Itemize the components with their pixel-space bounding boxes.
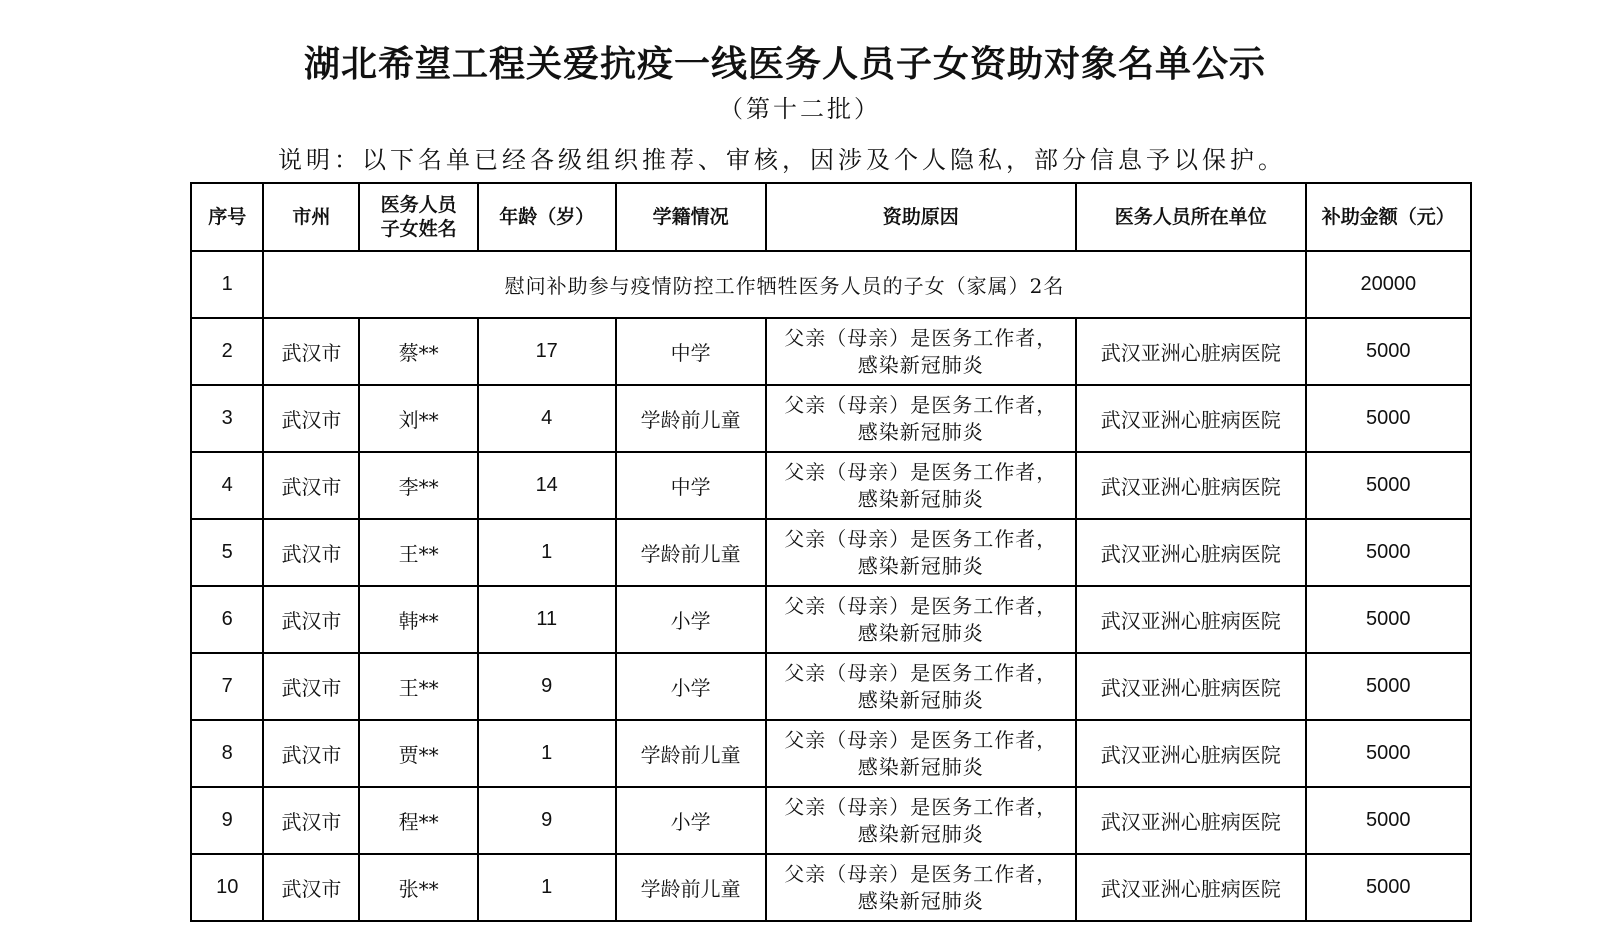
cell-unit: 武汉亚洲心脏病医院	[1076, 653, 1306, 720]
cell-city: 武汉市	[263, 452, 359, 519]
cell-reason	[766, 385, 1076, 452]
table-row-summary	[191, 251, 1471, 318]
cell-city: 武汉市	[263, 653, 359, 720]
cell-reason	[766, 787, 1076, 854]
cell-reason	[766, 854, 1076, 921]
table-row	[191, 586, 1471, 653]
cell-city: 武汉市	[263, 586, 359, 653]
table-body	[191, 251, 1471, 921]
header-amount: 补助金额（元）	[1306, 183, 1471, 251]
cell-seq: 6	[191, 586, 263, 653]
cell-seq: 2	[191, 318, 263, 385]
cell-school: 学龄前儿童	[616, 854, 766, 921]
cell-child-name: 蔡**	[359, 318, 477, 385]
cell-seq: 3	[191, 385, 263, 452]
cell-child-name: 韩**	[359, 586, 477, 653]
header-child-name	[359, 183, 477, 251]
cell-age: 14	[478, 452, 616, 519]
table-header	[191, 183, 1471, 251]
table-row	[191, 854, 1471, 921]
header-reason: 资助原因	[766, 183, 1076, 251]
cell-amount: 5000	[1306, 787, 1471, 854]
cell-seq: 4	[191, 452, 263, 519]
cell-child-name: 王**	[359, 653, 477, 720]
header-school: 学籍情况	[616, 183, 766, 251]
cell-amount: 5000	[1306, 854, 1471, 921]
cell-reason	[766, 586, 1076, 653]
cell-amount: 5000	[1306, 385, 1471, 452]
cell-unit: 武汉亚洲心脏病医院	[1076, 385, 1306, 452]
cell-amount: 5000	[1306, 318, 1471, 385]
cell-unit: 武汉亚洲心脏病医院	[1076, 452, 1306, 519]
reason-line1: 父亲（母亲）是医务工作者，	[784, 727, 1058, 752]
cell-school: 小学	[616, 787, 766, 854]
cell-child-name: 张**	[359, 854, 477, 921]
header-row	[191, 183, 1471, 251]
cell-school: 小学	[616, 653, 766, 720]
cell-child-name: 程**	[359, 787, 477, 854]
table-row	[191, 318, 1471, 385]
cell-age: 1	[478, 854, 616, 921]
cell-unit: 武汉亚洲心脏病医院	[1076, 586, 1306, 653]
cell-summary-description: 慰问补助参与疫情防控工作牺牲医务人员的子女（家属）2名	[263, 251, 1305, 318]
cell-city: 武汉市	[263, 787, 359, 854]
cell-city: 武汉市	[263, 720, 359, 787]
reason-line1: 父亲（母亲）是医务工作者，	[784, 660, 1058, 685]
cell-seq: 8	[191, 720, 263, 787]
cell-reason	[766, 653, 1076, 720]
table-row	[191, 787, 1471, 854]
reason-line1: 父亲（母亲）是医务工作者，	[784, 794, 1058, 819]
cell-unit: 武汉亚洲心脏病医院	[1076, 720, 1306, 787]
reason-line2: 感染新冠肺炎	[857, 486, 984, 511]
cell-age: 11	[478, 586, 616, 653]
cell-seq: 1	[191, 251, 263, 318]
cell-city: 武汉市	[263, 318, 359, 385]
cell-reason	[766, 720, 1076, 787]
recipient-table	[190, 182, 1472, 922]
cell-age: 1	[478, 720, 616, 787]
cell-reason	[766, 318, 1076, 385]
cell-amount: 5000	[1306, 720, 1471, 787]
cell-amount: 5000	[1306, 586, 1471, 653]
cell-seq: 5	[191, 519, 263, 586]
cell-city: 武汉市	[263, 519, 359, 586]
cell-child-name: 李**	[359, 452, 477, 519]
cell-unit: 武汉亚洲心脏病医院	[1076, 519, 1306, 586]
reason-line2: 感染新冠肺炎	[857, 553, 984, 578]
reason-line2: 感染新冠肺炎	[857, 754, 984, 779]
cell-city: 武汉市	[263, 385, 359, 452]
reason-line2: 感染新冠肺炎	[857, 687, 984, 712]
cell-unit: 武汉亚洲心脏病医院	[1076, 318, 1306, 385]
cell-school: 学龄前儿童	[616, 519, 766, 586]
table-row	[191, 385, 1471, 452]
header-child-name-line1: 医务人员	[380, 194, 457, 216]
cell-seq: 10	[191, 854, 263, 921]
cell-seq: 9	[191, 787, 263, 854]
reason-line2: 感染新冠肺炎	[857, 352, 984, 377]
cell-age: 4	[478, 385, 616, 452]
cell-age: 17	[478, 318, 616, 385]
cell-amount: 5000	[1306, 519, 1471, 586]
reason-line2: 感染新冠肺炎	[857, 419, 984, 444]
cell-child-name: 贾**	[359, 720, 477, 787]
header-city: 市州	[263, 183, 359, 251]
header-seq: 序号	[191, 183, 263, 251]
reason-line1: 父亲（母亲）是医务工作者，	[784, 861, 1058, 886]
cell-school: 学龄前儿童	[616, 385, 766, 452]
cell-reason	[766, 519, 1076, 586]
cell-school: 学龄前儿童	[616, 720, 766, 787]
cell-seq: 7	[191, 653, 263, 720]
cell-age: 1	[478, 519, 616, 586]
table-row	[191, 519, 1471, 586]
cell-amount: 5000	[1306, 452, 1471, 519]
cell-city: 武汉市	[263, 854, 359, 921]
reason-line1: 父亲（母亲）是医务工作者，	[784, 526, 1058, 551]
cell-school: 小学	[616, 586, 766, 653]
table-row	[191, 452, 1471, 519]
header-unit: 医务人员所在单位	[1076, 183, 1306, 251]
cell-unit: 武汉亚洲心脏病医院	[1076, 854, 1306, 921]
reason-line2: 感染新冠肺炎	[857, 821, 984, 846]
cell-school: 中学	[616, 452, 766, 519]
reason-line1: 父亲（母亲）是医务工作者，	[784, 459, 1058, 484]
header-age: 年龄（岁）	[478, 183, 616, 251]
reason-line2: 感染新冠肺炎	[857, 888, 984, 913]
table-row	[191, 653, 1471, 720]
header-child-name-line2: 子女姓名	[380, 218, 457, 240]
cell-reason	[766, 452, 1076, 519]
cell-age: 9	[478, 787, 616, 854]
description-note: 说明：以下名单已经各级组织推荐、审核，因涉及个人隐私，部分信息予以保护。	[278, 146, 1286, 174]
reason-line1: 父亲（母亲）是医务工作者，	[784, 325, 1058, 350]
batch-subtitle: （第十二批）	[719, 95, 881, 123]
cell-child-name: 刘**	[359, 385, 477, 452]
reason-line1: 父亲（母亲）是医务工作者，	[784, 392, 1058, 417]
cell-school: 中学	[616, 318, 766, 385]
cell-child-name: 王**	[359, 519, 477, 586]
reason-line2: 感染新冠肺炎	[857, 620, 984, 645]
table-row	[191, 720, 1471, 787]
cell-age: 9	[478, 653, 616, 720]
cell-unit: 武汉亚洲心脏病医院	[1076, 787, 1306, 854]
cell-amount: 5000	[1306, 653, 1471, 720]
reason-line1: 父亲（母亲）是医务工作者，	[784, 593, 1058, 618]
cell-amount: 20000	[1306, 251, 1471, 318]
page-title: 湖北希望工程关爱抗疫一线医务人员子女资助对象名单公示	[303, 44, 1266, 85]
